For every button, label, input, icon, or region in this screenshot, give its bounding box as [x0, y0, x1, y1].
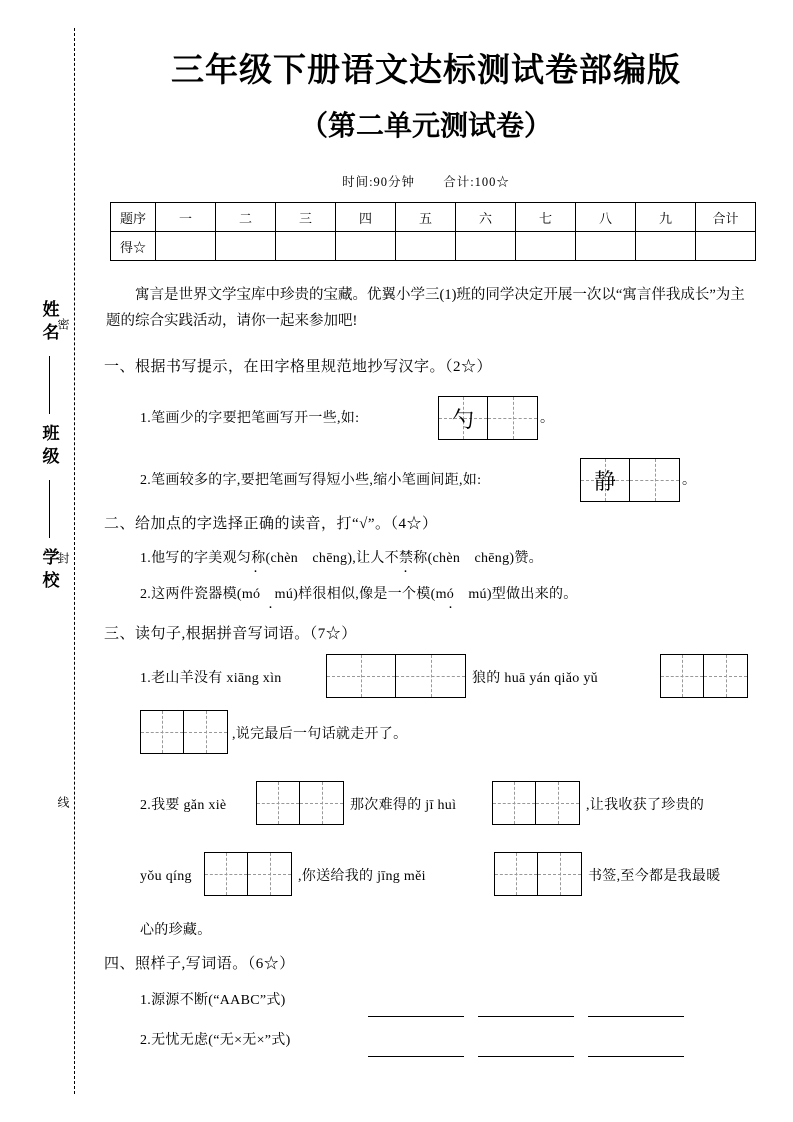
- question-1-item-1-tail: 。: [540, 411, 555, 426]
- tianzige-char-1: 勺: [452, 406, 475, 432]
- question-1-item-2-tail: 。: [682, 473, 697, 488]
- score-col-total: 合计: [696, 203, 756, 232]
- score-row-label-2: 得☆: [111, 232, 156, 261]
- dot-mark: ·: [268, 600, 273, 616]
- question-1-item-1-text: 1.笔画少的字要把笔画写开一些,如:: [140, 411, 360, 426]
- tianzige-cell[interactable]: [300, 782, 343, 824]
- dot-mark: ·: [253, 564, 258, 580]
- answer-blank[interactable]: [588, 1003, 684, 1017]
- seal-char-xian: 线: [56, 796, 70, 808]
- question-3-item-4-text2: ,你送给我的 jīng měi: [298, 869, 426, 884]
- tianzige-cell[interactable]: [581, 459, 630, 501]
- exam-time: 时间:90分钟: [342, 175, 416, 189]
- answer-blank[interactable]: [588, 1043, 684, 1057]
- score-col-4: 四: [336, 203, 396, 232]
- seal-label-banji: 班级: [39, 424, 59, 470]
- tianzige-cell[interactable]: [704, 655, 747, 697]
- question-3-item-5-text: 心的珍藏。: [140, 923, 212, 938]
- question-1-heading: 一、根据书写提示，在田字格里规范地抄写汉字。（2☆）: [104, 359, 493, 375]
- tianzige-cell[interactable]: [396, 655, 465, 697]
- question-3-item-3-text2: 那次难得的 jī huì: [350, 798, 457, 813]
- seal-char-feng: 封: [56, 552, 70, 564]
- tianzige-grid-2[interactable]: [580, 458, 680, 502]
- question-2-heading: 二、给加点的字选择正确的读音，打“√”。（4☆）: [104, 516, 438, 532]
- score-col-6: 六: [456, 203, 516, 232]
- question-3-item-3-text: 2.我要 gǎn xiè: [140, 798, 227, 813]
- table-row: [111, 203, 756, 232]
- seal-divider-1: [49, 356, 50, 414]
- tianzige-char-2: 静: [594, 468, 617, 494]
- score-cell-total[interactable]: [696, 232, 756, 261]
- seal-char-mi: 密: [56, 318, 70, 330]
- score-cell-7[interactable]: [516, 232, 576, 261]
- tianzige-cell[interactable]: [184, 711, 227, 753]
- tianzige-cell[interactable]: [661, 655, 704, 697]
- seal-divider-2: [49, 480, 50, 538]
- question-3-item-3-text3: ,让我收获了珍贵的: [586, 798, 705, 813]
- tianzige-cell[interactable]: [488, 397, 537, 439]
- tianzige-cell[interactable]: [205, 853, 248, 895]
- seal-column: [28, 300, 70, 594]
- score-cell-9[interactable]: [636, 232, 696, 261]
- question-2-item-1: 1.他写的字美观匀称(chèn chēng),让人不禁称(chèn chēng)赞。: [140, 551, 543, 566]
- tianzige-grid-3[interactable]: [326, 654, 466, 698]
- question-4-item-2: 2.无忧无虑(“无×无×”式): [140, 1033, 291, 1048]
- question-3-item-4-text3: 书签,至今都是我最暖: [588, 869, 721, 884]
- exam-total: 合计:100☆: [443, 175, 510, 189]
- question-4-heading: 四、照样子,写词语。（6☆）: [104, 956, 295, 972]
- tianzige-grid-1[interactable]: [438, 396, 538, 440]
- answer-blank[interactable]: [368, 1003, 464, 1017]
- seal-label-xingming: 姓名: [39, 300, 59, 346]
- tianzige-cell[interactable]: [538, 853, 581, 895]
- tianzige-cell[interactable]: [630, 459, 679, 501]
- tianzige-cell[interactable]: [257, 782, 300, 824]
- tianzige-grid-6[interactable]: [256, 781, 344, 825]
- score-cell-4[interactable]: [336, 232, 396, 261]
- question-3-heading: 三、读句子,根据拼音写词语。（7☆）: [104, 626, 357, 642]
- page-subtitle: （第二单元测试卷）: [299, 110, 552, 141]
- tianzige-cell[interactable]: [495, 853, 538, 895]
- seal-dashed-line: [74, 28, 75, 1094]
- question-3-item-1-text2: 狼的 huā yán qiǎo yǔ: [472, 671, 598, 686]
- score-cell-1[interactable]: [156, 232, 216, 261]
- question-3-item-1-text: 1.老山羊没有 xiāng xìn: [140, 671, 282, 686]
- score-col-5: 五: [396, 203, 456, 232]
- question-3-item-4-text: yǒu qíng: [140, 869, 192, 884]
- tianzige-grid-8[interactable]: [204, 852, 292, 896]
- dot-mark: ·: [448, 600, 453, 616]
- question-1-item-2-text: 2.笔画较多的字,要把笔画写得短小些,缩小笔画间距,如:: [140, 473, 482, 488]
- tianzige-grid-5[interactable]: [140, 710, 228, 754]
- table-row: [111, 232, 756, 261]
- tianzige-cell[interactable]: [327, 655, 396, 697]
- score-col-7: 七: [516, 203, 576, 232]
- score-cell-2[interactable]: [216, 232, 276, 261]
- seal-label-xuexiao: 学校: [39, 548, 59, 594]
- score-cell-8[interactable]: [576, 232, 636, 261]
- page-title: 三年级下册语文达标测试卷部编版: [171, 51, 681, 88]
- score-cell-6[interactable]: [456, 232, 516, 261]
- tianzige-cell[interactable]: [141, 711, 184, 753]
- tianzige-cell[interactable]: [439, 397, 488, 439]
- answer-blank[interactable]: [368, 1043, 464, 1057]
- tianzige-cell[interactable]: [493, 782, 536, 824]
- tianzige-cell[interactable]: [536, 782, 579, 824]
- dot-mark: ·: [403, 564, 408, 580]
- answer-blank[interactable]: [478, 1003, 574, 1017]
- score-table: [110, 202, 756, 261]
- answer-blank[interactable]: [478, 1043, 574, 1057]
- question-3-item-2-text: ,说完最后一句话就走开了。: [232, 727, 408, 742]
- score-col-2: 二: [216, 203, 276, 232]
- tianzige-grid-9[interactable]: [494, 852, 582, 896]
- score-col-1: 一: [156, 203, 216, 232]
- tianzige-cell[interactable]: [248, 853, 291, 895]
- intro-paragraph: 寓言是世界文学宝库中珍贵的宝藏。优翼小学三(1)班的同学决定开展一次以“寓言伴我成长”为主题的综合实践活动，请你一起来参加吧!: [106, 287, 745, 329]
- score-row-label-1: 题序: [111, 203, 156, 232]
- score-col-3: 三: [276, 203, 336, 232]
- score-col-8: 八: [576, 203, 636, 232]
- question-4-item-1: 1.源源不断(“AABC”式): [140, 993, 286, 1008]
- question-2-item-2: 2.这两件瓷器模(mó mú)样很相似,像是一个模(mó mú)型做出来的。: [140, 587, 578, 602]
- exam-meta: [96, 172, 756, 190]
- tianzige-grid-7[interactable]: [492, 781, 580, 825]
- score-col-9: 九: [636, 203, 696, 232]
- score-cell-3[interactable]: [276, 232, 336, 261]
- score-cell-5[interactable]: [396, 232, 456, 261]
- tianzige-grid-4[interactable]: [660, 654, 748, 698]
